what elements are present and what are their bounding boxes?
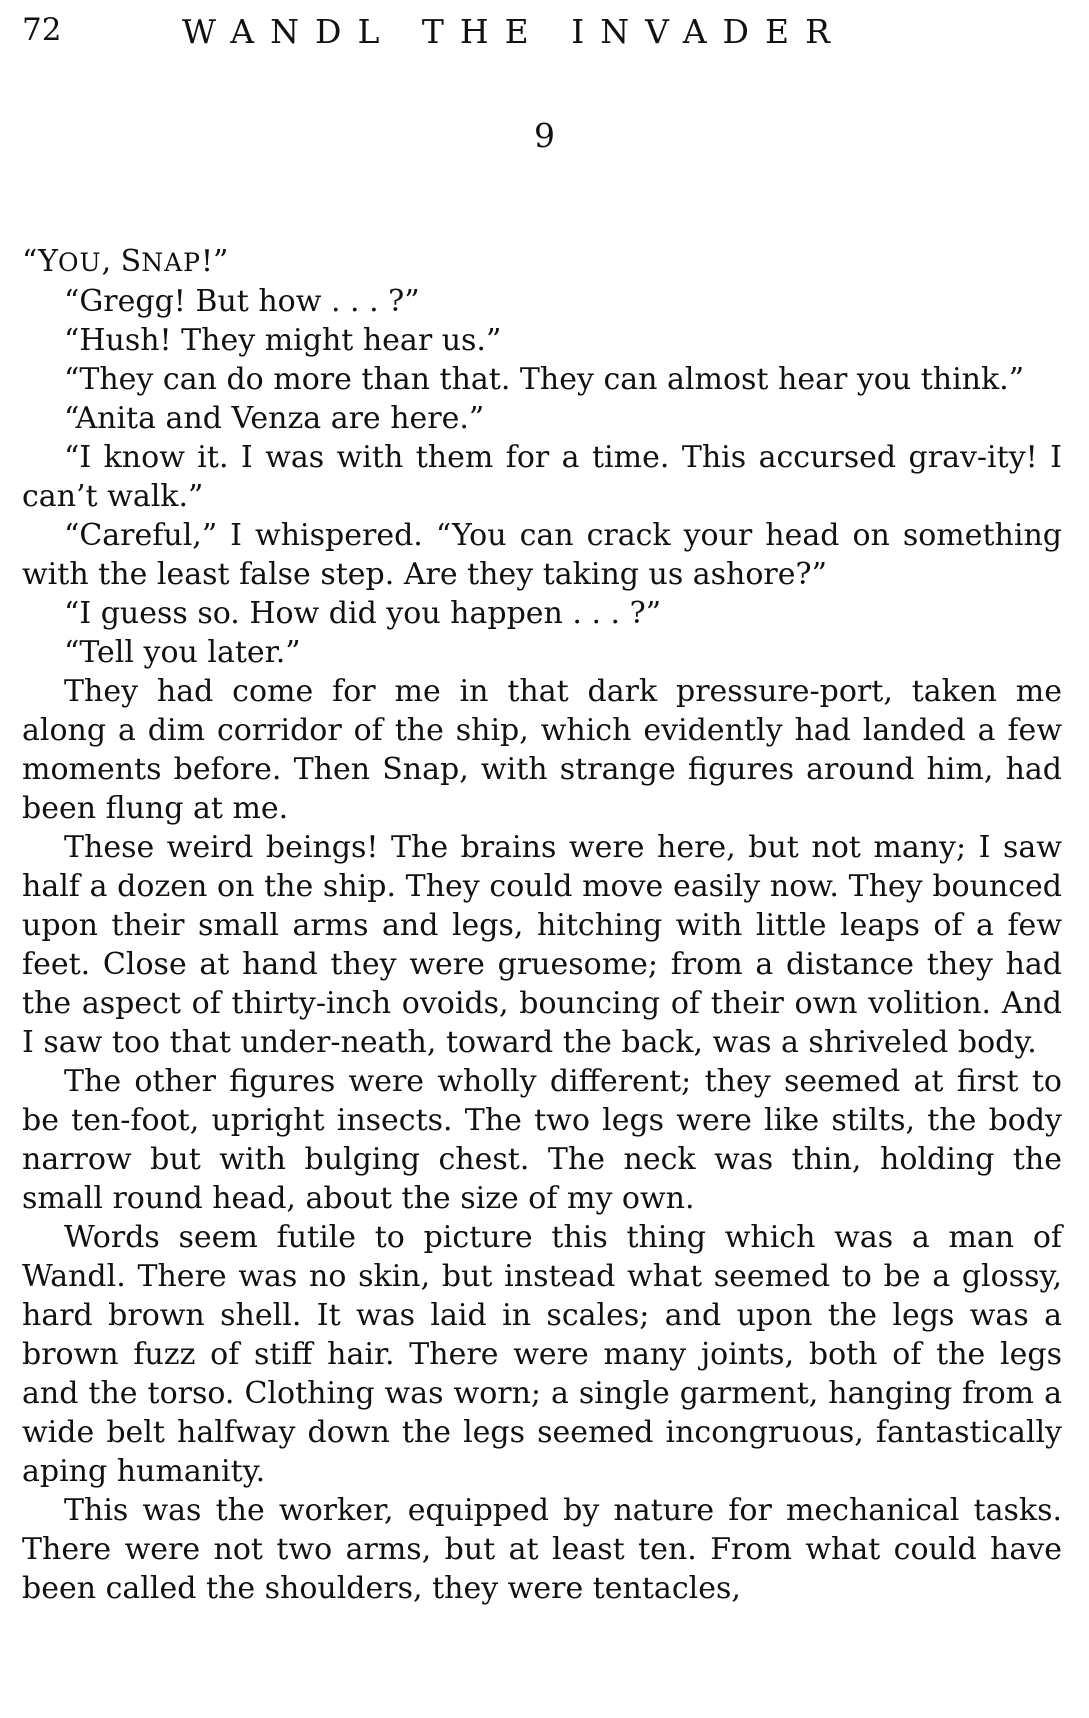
paragraph: Words seem futile to picture this thing which was a man of Wandl. There was no skin, but instead what seemed to be a glossy, hard brown shell. It was laid in scales; and upon the legs was a brown fuzz of stiff hair. There were many joints, both of the legs and the torso. Clothing was worn; a single garment, hanging from a wide belt halfway down the legs seemed incongruous, fantastically aping humanity.	[22, 1220, 1062, 1489]
running-head	[22, 12, 1062, 62]
paragraph-dialogue-1	[22, 242, 1062, 282]
paragraph-text: “Y	[22, 244, 58, 279]
small-caps-text: OU	[57, 248, 102, 277]
paragraph-text: !”	[200, 244, 229, 279]
paragraph: “They can do more than that. They can almost hear you think.”	[64, 362, 1025, 397]
chapter-number: 9	[534, 116, 555, 155]
page-number: 72	[22, 12, 62, 48]
paragraph: “Anita and Venza are here.”	[64, 401, 485, 436]
paragraph: “Hush! They might hear us.”	[64, 323, 502, 358]
small-caps-text: NAP	[141, 248, 201, 277]
book-title: WANDL THE INVADER	[182, 12, 846, 51]
paragraph-text: , S	[101, 244, 142, 279]
paragraph: “Careful,” I whispered. “You can crack your head on something with the least false step. Are they taking us ashore?”	[22, 518, 1062, 592]
paragraph: “Tell you later.”	[64, 635, 301, 670]
paragraph: They had come for me in that dark pressure-port, taken me along a dim corridor of the ship, which evidently had landed a few moments before. Then Snap, with strange figures around him, had been flung at me.	[22, 674, 1062, 826]
paragraph: This was the worker, equipped by nature for mechanical tasks. There were not two arms, but at least ten. From what could have been called the shoulders, they were tentacles,	[22, 1493, 1062, 1606]
paragraph: “Gregg! But how . . . ?”	[64, 284, 420, 319]
paragraph: “I know it. I was with them for a time. This accursed grav-ity! I can’t walk.”	[22, 440, 1062, 514]
paragraph: The other figures were wholly different; they seemed at first to be ten-foot, upright insects. The two legs were like stilts, the body narrow but with bulging chest. The neck was thin, holding the small round head, about the size of my own.	[22, 1064, 1062, 1216]
text-body	[22, 242, 1062, 1608]
paragraph: These weird beings! The brains were here, but not many; I saw half a dozen on the ship. They could move easily now. They bounced upon their small arms and legs, hitching with little leaps of a few feet. Close at hand they were gruesome; from a distance they had the aspect of thirty-inch ovoids, bouncing of their own volition. And I saw too that under-neath, toward the back, was a shriveled body.	[22, 830, 1062, 1060]
paragraph: “I guess so. How did you happen . . . ?”	[64, 596, 662, 631]
